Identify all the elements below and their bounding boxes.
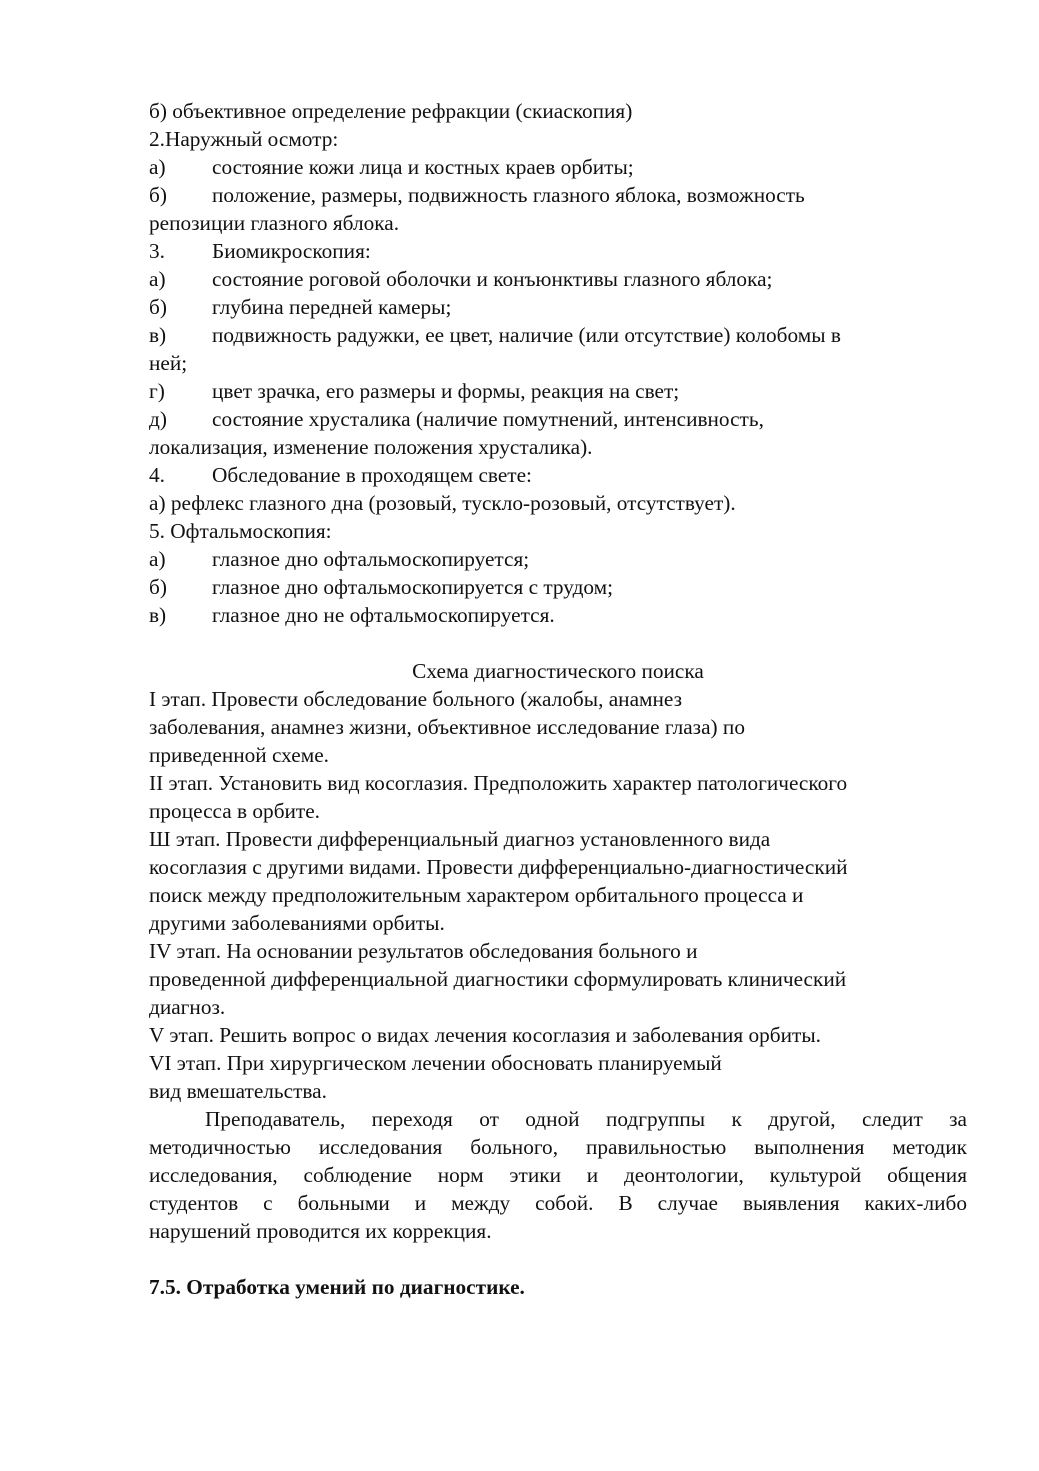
list-item xyxy=(149,601,967,629)
list-marker: б) xyxy=(149,183,167,207)
scheme-title: Схема диагностического поиска xyxy=(412,659,704,683)
list-marker: б) xyxy=(149,575,167,599)
scheme-line: другими заболеваниями орбиты. xyxy=(149,911,445,935)
list-item xyxy=(149,461,967,489)
list-text: цвет зрачка, его размеры и формы, реакция на свет; xyxy=(212,379,680,403)
list-marker: в) xyxy=(149,603,167,627)
text-line: б) объективное определение рефракции (скиаскопия) xyxy=(149,99,633,123)
scheme-line: процесса в орбите. xyxy=(149,799,321,823)
section-heading: 7.5. Отработка умений по диагностике. xyxy=(149,1275,525,1299)
spacer xyxy=(149,1245,967,1273)
paragraph-line: студентов с больными и между собой. В случае выявления каких-либо xyxy=(149,1191,967,1215)
list-item xyxy=(149,377,967,405)
list-text: глазное дно офтальмоскопируется с трудом; xyxy=(212,575,614,599)
text-line: а) рефлекс глазного дна (розовый, тускло-розовый, отсутствует). xyxy=(149,491,736,515)
scheme-line: поиск между предположительным характером орбитального процесса и xyxy=(149,883,804,907)
list-text: состояние роговой оболочки и конъюнктивы глазного яблока; xyxy=(212,267,773,291)
list-item xyxy=(149,573,967,601)
list-marker: а) xyxy=(149,547,166,571)
list-text: глазное дно не офтальмоскопируется. xyxy=(212,603,555,627)
list-text: Биомикроскопия: xyxy=(212,239,371,263)
document-page xyxy=(149,97,967,1301)
list-item xyxy=(149,545,967,573)
paragraph-line: методичностью исследования больного, правильностью выполнения методик xyxy=(149,1135,967,1159)
list-text: положение, размеры, подвижность глазного яблока, возможность xyxy=(212,183,805,207)
scheme-line: вид вмешательства. xyxy=(149,1079,327,1103)
list-text: глубина передней камеры; xyxy=(212,295,452,319)
list-item xyxy=(149,265,967,293)
text-line: ней; xyxy=(149,351,188,375)
paragraph-line: Преподаватель, переходя от одной подгруппы к другой, следит за xyxy=(205,1107,967,1131)
scheme-line: IV этап. На основании результатов обследования больного и xyxy=(149,939,698,963)
list-text: Обследование в проходящем свете: xyxy=(212,463,532,487)
list-marker: д) xyxy=(149,407,167,431)
spacer xyxy=(149,629,967,657)
scheme-line: I этап. Провести обследование больного (жалобы, анамнез xyxy=(149,687,683,711)
list-marker: б) xyxy=(149,295,167,319)
section-title: 5. Офтальмоскопия: xyxy=(149,519,332,543)
section-title: 2.Наружный осмотр: xyxy=(149,127,339,151)
list-text: подвижность радужки, ее цвет, наличие (или отсутствие) колобомы в xyxy=(212,323,841,347)
list-text: состояние хрусталика (наличие помутнений, интенсивность, xyxy=(212,407,764,431)
paragraph-line: нарушений проводится их коррекция. xyxy=(149,1219,492,1243)
list-marker: г) xyxy=(149,379,165,403)
list-item xyxy=(149,321,967,349)
list-text: состояние кожи лица и костных краев орбиты; xyxy=(212,155,634,179)
scheme-line: приведенной схеме. xyxy=(149,743,329,767)
paragraph-line: исследования, соблюдение норм этики и деонтологии, культурой общения xyxy=(149,1163,967,1187)
list-marker: 3. xyxy=(149,239,165,263)
list-text: глазное дно офтальмоскопируется; xyxy=(212,547,530,571)
scheme-line: VI этап. При хирургическом лечении обосновать планируемый xyxy=(149,1051,722,1075)
list-item xyxy=(149,237,967,265)
list-marker: а) xyxy=(149,267,166,291)
list-item xyxy=(149,181,967,209)
scheme-line: косоглазия с другими видами. Провести дифференциально-диагностический xyxy=(149,855,848,879)
scheme-line: II этап. Установить вид косоглазия. Предположить характер патологического xyxy=(149,771,848,795)
list-item xyxy=(149,153,967,181)
scheme-line: заболевания, анамнез жизни, объективное исследование глаза) по xyxy=(149,715,745,739)
scheme-line: Ш этап. Провести дифференциальный диагноз установленного вида xyxy=(149,827,771,851)
list-item xyxy=(149,293,967,321)
scheme-line: V этап. Решить вопрос о видах лечения косоглазия и заболевания орбиты. xyxy=(149,1023,821,1047)
list-item xyxy=(149,405,967,433)
list-marker: а) xyxy=(149,155,166,179)
text-line: локализация, изменение положения хрусталика). xyxy=(149,435,593,459)
text-line: репозиции глазного яблока. xyxy=(149,211,400,235)
scheme-line: диагноз. xyxy=(149,995,226,1019)
list-marker: 4. xyxy=(149,463,165,487)
scheme-line: проведенной дифференциальной диагностики сформулировать клинический xyxy=(149,967,847,991)
list-marker: в) xyxy=(149,323,167,347)
